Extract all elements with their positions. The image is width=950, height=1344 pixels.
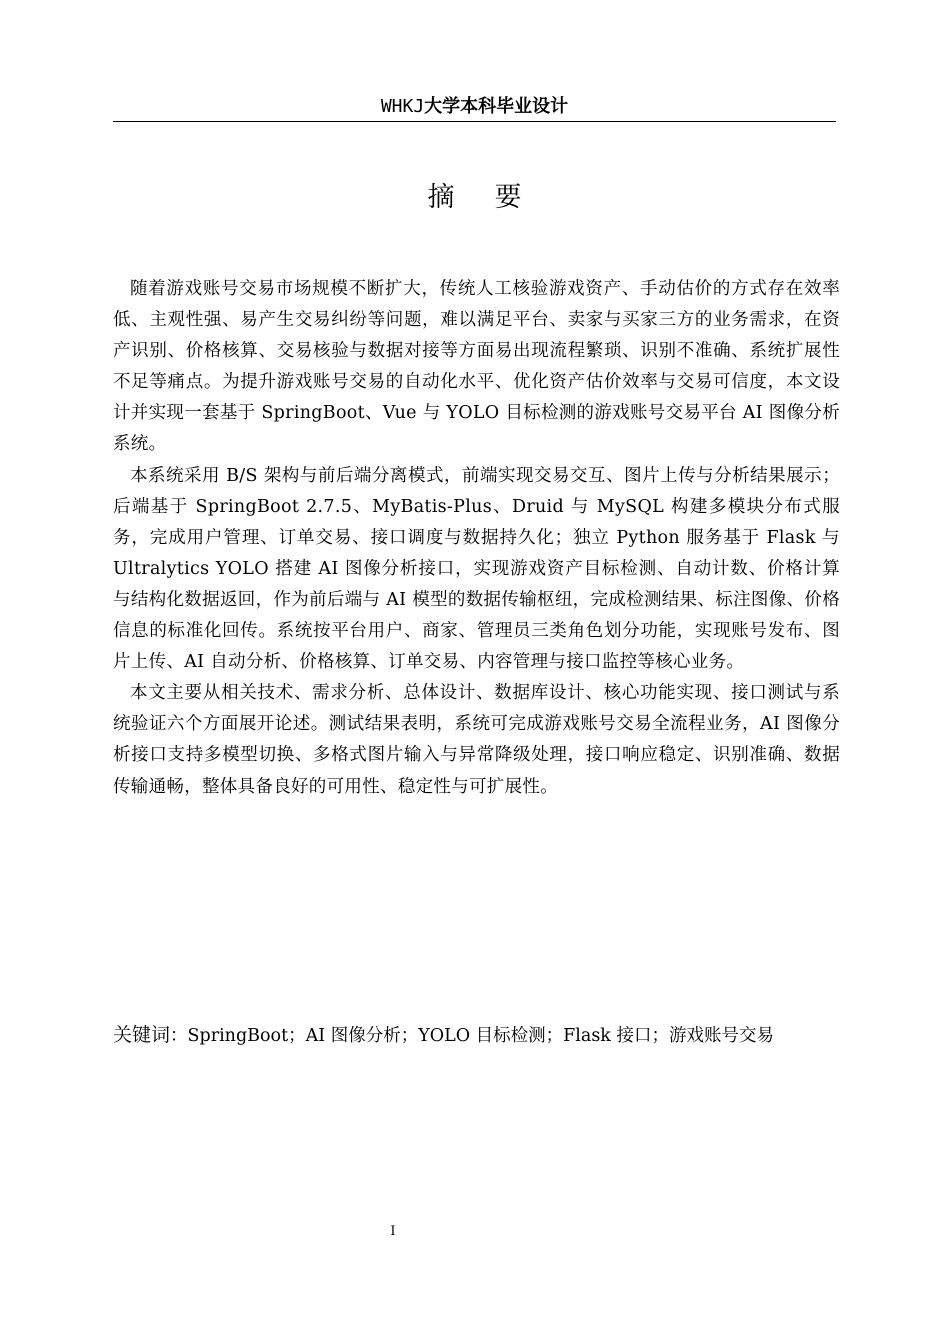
page-number: I	[390, 1224, 396, 1239]
abstract-paragraph-3: 本文主要从相关技术、需求分析、总体设计、数据库设计、核心功能实现、接口测试与系统验证六个方面展开论述。测试结果表明，系统可完成游戏账号交易全流程业务，AI 图像分析接口支持多模型切换、多格式图片输入与异常降级处理，接口响应稳定、识别准确、数据传输通畅，整体具备良好的可用性、稳定性与可扩展性。	[113, 683, 840, 797]
abstract-paragraph-1: 随着游戏账号交易市场规模不断扩大，传统人工核验游戏资产、手动估价的方式存在效率低、主观性强、易产生交易纠纷等问题，难以满足平台、卖家与买家三方的业务需求，在资产识别、价格核算、交易核验与数据对接等方面易出现流程繁琐、识别不准确、系统扩展性不足等痛点。为提升游戏账号交易的自动化水平、优化资产估价效率与交易可信度，本文设计并实现一套基于 SpringBoot、Vue 与 YOLO 目标检测的游戏账号交易平台 AI 图像分析系统。	[113, 279, 840, 455]
header-school-name: WHKJ	[380, 96, 425, 117]
abstract-title-char-1: 摘	[427, 182, 455, 213]
abstract-title	[113, 178, 836, 218]
keywords-text: SpringBoot；AI 图像分析；YOLO 目标检测；Flask 接口；游戏账号交易	[187, 1026, 774, 1046]
keywords-separator: ：	[170, 1026, 188, 1046]
abstract-title-char-2: 要	[494, 182, 522, 213]
page-header	[113, 92, 836, 120]
header-divider	[113, 121, 836, 122]
keywords-label: 关键词	[113, 1024, 171, 1046]
keywords-line	[113, 1020, 836, 1052]
header-thesis-label: 大学本科毕业设计	[424, 96, 569, 117]
abstract-paragraph-2: 本系统采用 B/S 架构与前后端分离模式，前端实现交易交互、图片上传与分析结果展示；后端基于 SpringBoot 2.7.5、MyBatis-Plus、Druid 与 MySQL 构建多模块分布式服务，完成用户管理、订单交易、接口调度与数据持久化；独立 Python 服务基于 Flask 与 Ultralytics YOLO 搭建 AI 图像分析接口，实现游戏资产目标检测、自动计数、价格计算与结构化数据返回，作为前后端与 AI 模型的数据传输枢纽，完成检测结果、标注图像、价格信息的标准化回传。系统按平台用户、商家、管理员三类角色划分功能，实现账号发布、图片上传、AI 自动分析、价格核算、订单交易、内容管理与接口监控等核心业务。	[113, 465, 840, 673]
abstract-body	[113, 274, 840, 803]
